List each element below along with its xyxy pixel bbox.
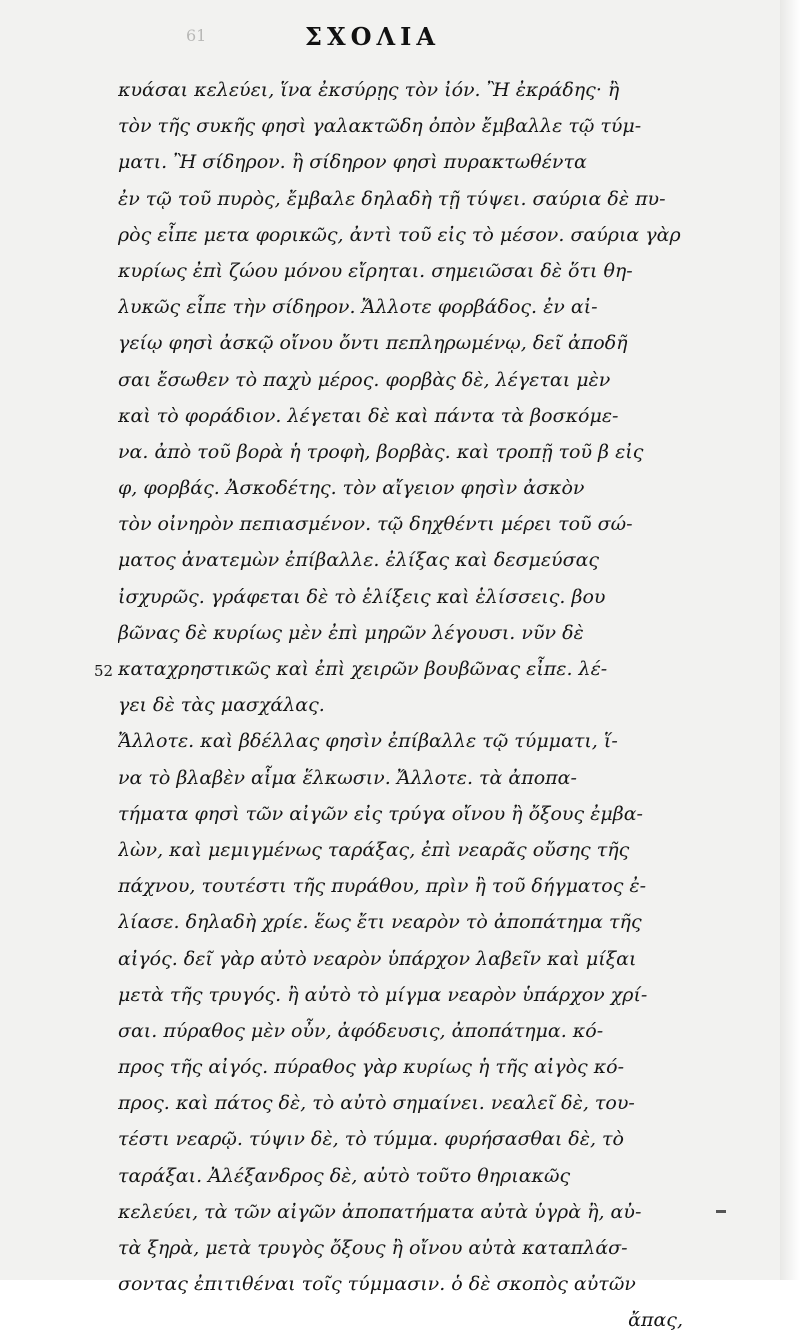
text-line: γει δὲ τὰς μασχάλας. bbox=[118, 694, 325, 717]
text-line: προς τῆς αἰγός. πύραθος γὰρ κυρίως ἡ τῆς αἰγὸς κό- bbox=[118, 1056, 625, 1079]
text-line: φ, φορβάς. Ἀσκοδέτης. τὸν αἴγειον φησὶν ἀσκὸν bbox=[118, 477, 585, 500]
text-line: μετὰ τῆς τρυγός. ἢ αὐτὸ τὸ μίγμα νεαρὸν ὑπάρχον χρί- bbox=[118, 983, 648, 1006]
text-line: καταχρηστικῶς καὶ ἐπὶ χειρῶν βουβῶνας εἶπε. λέ- bbox=[118, 658, 608, 680]
marginal-number: 52 bbox=[94, 662, 114, 680]
text-line: σοντας ἐπιτιθέναι τοῖς τύμμασιν. ὁ δὲ σκοπὸς αὐτῶν bbox=[118, 1273, 636, 1296]
running-head: ΣΧΟΛΙΑ bbox=[305, 22, 440, 51]
text-line: κυάσαι κελεύει, ἵνα ἐκσύρῃς τὸν ἰόν. Ἢ ἐκράδης· ἢ bbox=[118, 79, 620, 101]
text-line: Ἄλλοτε. καὶ βδέλλας φησὶν ἐπίβαλλε τῷ τύμματι, ἵ- bbox=[118, 730, 618, 753]
text-line: κυρίως ἐπὶ ζώου μόνου εἴρηται. σημειῶσαι δὲ ὅτι θη- bbox=[118, 259, 633, 282]
text-line: ἰσχυρῶς. γράφεται δὲ τὸ ἑλίξεις καὶ ἑλίσσεις. βου bbox=[118, 585, 606, 608]
text-line: να. ἀπὸ τοῦ βορὰ ἡ τροφὴ, βορβὰς. καὶ τροπῇ τοῦ β εἰς bbox=[118, 440, 644, 463]
text-line: τὸν οἰνηρὸν πεπιασμένον. τῷ δηχθέντι μέρει τοῦ σώ- bbox=[118, 513, 633, 536]
text-line: λίασε. δηλαδὴ χρίε. ἕως ἔτι νεαρὸν τὸ ἀποπάτημα τῆς bbox=[118, 911, 642, 934]
text-line: λυκῶς εἶπε τὴν σίδηρον. Ἄλλοτε φορβάδος. ἐν αἰ- bbox=[118, 296, 598, 319]
text-line: τὰ ξηρὰ, μετὰ τρυγὸς ὄξους ἢ οἴνου αὐτὰ καταπλάσ- bbox=[118, 1237, 628, 1259]
text-line: γείῳ φησὶ ἀσκῷ οἴνου ὄντι πεπληρωμένῳ, δεῖ ἀποδῆ bbox=[118, 332, 628, 355]
text-line: τὸν τῆς συκῆς φησὶ γαλακτῶδη ὀπὸν ἔμβαλλε τῷ τύμ- bbox=[118, 115, 642, 138]
ink-mark bbox=[716, 1210, 726, 1213]
text-line: πάχνου, τουτέστι τῆς πυράθου, πρὶν ἢ τοῦ δήγματος ἐ- bbox=[118, 875, 647, 898]
folio-number: 61 bbox=[186, 26, 207, 45]
text-line: προς. καὶ πάτος δὲ, τὸ αὐτὸ σημαίνει. νεαλεῖ δὲ, του- bbox=[118, 1092, 635, 1115]
text-line: ἐν τῷ τοῦ πυρὸς, ἔμβαλε δηλαδὴ τῇ τύψει. σαύρια δὲ πυ- bbox=[118, 187, 666, 210]
text-line: βῶνας δὲ κυρίως μὲν ἐπὶ μηρῶν λέγουσι. νῦν δὲ bbox=[118, 621, 584, 644]
text-line: να τὸ βλαβὲν αἷμα ἕλκωσιν. Ἄλλοτε. τὰ ἀποπα- bbox=[118, 766, 577, 789]
catchword: ἄπας, bbox=[628, 1309, 683, 1332]
text-line: αἰγός. δεῖ γὰρ αὐτὸ νεαρὸν ὑπάρχον λαβεῖν καὶ μίξαι bbox=[118, 947, 637, 970]
text-line: ματος ἀνατεμὼν ἐπίβαλλε. ἐλίξας καὶ δεσμεύσας bbox=[118, 549, 600, 572]
text-line: τήματα φησὶ τῶν αἰγῶν εἰς τρύγα οἴνου ἢ ὄξους ἐμβα- bbox=[118, 802, 643, 825]
page-gutter-shadow bbox=[780, 0, 800, 1280]
scholia-text-block bbox=[118, 72, 693, 1339]
text-line: κελεύει, τὰ τῶν αἰγῶν ἀποπατήματα αὐτὰ ὑγρὰ ἢ, αὐ- bbox=[118, 1200, 642, 1223]
text-line: καὶ τὸ φοράδιον. λέγεται δὲ καὶ πάντα τὰ βοσκόμε- bbox=[118, 404, 619, 427]
text-line: τέστι νεαρῷ. τύψιν δὲ, τὸ τύμμα. φυρήσασθαι δὲ, τὸ bbox=[118, 1128, 624, 1151]
text-line: λὼν, καὶ μεμιγμένως ταράξας, ἐπὶ νεαρᾶς οὔσης τῆς bbox=[118, 838, 630, 861]
text-line: σαι. πύραθος μὲν οὖν, ἀφόδευσις, ἀποπάτημα. κό- bbox=[118, 1019, 604, 1042]
text-line: ταράξαι. Ἀλέξανδρος δὲ, αὐτὸ τοῦτο θηριακῶς bbox=[118, 1164, 571, 1187]
text-line: ματι. Ἢ σίδηρον. ἢ σίδηρον φησὶ πυρακτωθέντα bbox=[118, 151, 587, 174]
text-line: σαι ἔσωθεν τὸ παχὺ μέρος. φορβὰς δὲ, λέγεται μὲν bbox=[118, 368, 611, 391]
text-line: ρὸς εἶπε μετα φορικῶς, ἀντὶ τοῦ εἰς τὸ μέσον. σαύρια γὰρ bbox=[118, 223, 681, 246]
